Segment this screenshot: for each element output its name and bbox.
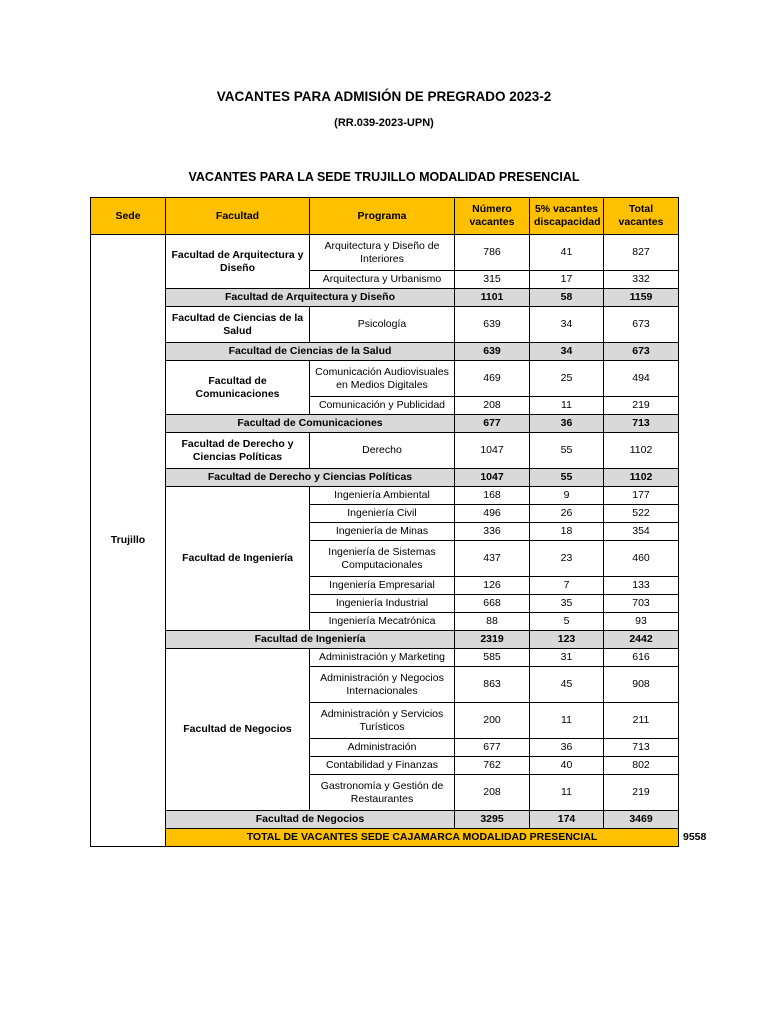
discapacidad-cell: 40 bbox=[530, 757, 604, 775]
vacantes-cell: 126 bbox=[455, 577, 530, 595]
header-vacantes-discapacidad: 5% vacantes discapacidad bbox=[530, 198, 604, 235]
discapacidad-cell: 45 bbox=[530, 667, 604, 703]
program-cell: Ingeniería Ambiental bbox=[310, 487, 455, 505]
program-cell: Derecho bbox=[310, 433, 455, 469]
total-cell: 93 bbox=[604, 613, 679, 631]
subtotal-discapacidad: 55 bbox=[530, 469, 604, 487]
faculty-cell: Facultad de Ciencias de la Salud bbox=[166, 307, 310, 343]
header-facultad: Facultad bbox=[166, 198, 310, 235]
vacantes-cell: 437 bbox=[455, 541, 530, 577]
vacantes-cell: 585 bbox=[455, 649, 530, 667]
discapacidad-cell: 26 bbox=[530, 505, 604, 523]
total-cell: 460 bbox=[604, 541, 679, 577]
total-cell: 133 bbox=[604, 577, 679, 595]
total-cell: 354 bbox=[604, 523, 679, 541]
vacantes-cell: 315 bbox=[455, 271, 530, 289]
program-cell: Ingeniería de Sistemas Computacionales bbox=[310, 541, 455, 577]
subtotal-label: Facultad de Comunicaciones bbox=[166, 415, 455, 433]
discapacidad-cell: 18 bbox=[530, 523, 604, 541]
discapacidad-cell: 11 bbox=[530, 397, 604, 415]
table-row bbox=[91, 487, 679, 505]
vacantes-cell: 88 bbox=[455, 613, 530, 631]
discapacidad-cell: 31 bbox=[530, 649, 604, 667]
discapacidad-cell: 5 bbox=[530, 613, 604, 631]
subtotal-discapacidad: 34 bbox=[530, 343, 604, 361]
subtotal-row bbox=[91, 811, 679, 829]
discapacidad-cell: 23 bbox=[530, 541, 604, 577]
total-cell: 219 bbox=[604, 775, 679, 811]
subtotal-row bbox=[91, 415, 679, 433]
table-row bbox=[91, 649, 679, 667]
program-cell: Contabilidad y Finanzas bbox=[310, 757, 455, 775]
grand-total-row: TOTAL DE VACANTES SEDE CAJAMARCA MODALIDAD PRESENCIAL 9558 bbox=[91, 829, 679, 847]
vacantes-cell: 469 bbox=[455, 361, 530, 397]
vacantes-cell: 208 bbox=[455, 397, 530, 415]
discapacidad-cell: 11 bbox=[530, 775, 604, 811]
subtotal-total: 1102 bbox=[604, 469, 679, 487]
subtotal-vacantes: 1101 bbox=[455, 289, 530, 307]
vacantes-cell: 208 bbox=[455, 775, 530, 811]
subtotal-total: 1159 bbox=[604, 289, 679, 307]
program-cell: Comunicación Audiovisuales en Medios Digitales bbox=[310, 361, 455, 397]
program-cell: Ingeniería Industrial bbox=[310, 595, 455, 613]
subtotal-vacantes: 3295 bbox=[455, 811, 530, 829]
subtotal-label: Facultad de Arquitectura y Diseño bbox=[166, 289, 455, 307]
total-cell: 908 bbox=[604, 667, 679, 703]
vacantes-cell: 168 bbox=[455, 487, 530, 505]
discapacidad-cell: 25 bbox=[530, 361, 604, 397]
discapacidad-cell: 9 bbox=[530, 487, 604, 505]
program-cell: Administración y Marketing bbox=[310, 649, 455, 667]
discapacidad-cell: 35 bbox=[530, 595, 604, 613]
faculty-cell: Facultad de Arquitectura y Diseño bbox=[166, 235, 310, 289]
subtotal-discapacidad: 58 bbox=[530, 289, 604, 307]
discapacidad-cell: 17 bbox=[530, 271, 604, 289]
total-cell: 802 bbox=[604, 757, 679, 775]
vacantes-cell: 762 bbox=[455, 757, 530, 775]
program-cell: Ingeniería Empresarial bbox=[310, 577, 455, 595]
header-numero-vacantes: Número vacantes bbox=[455, 198, 530, 235]
program-cell: Arquitectura y Diseño de Interiores bbox=[310, 235, 455, 271]
discapacidad-cell: 7 bbox=[530, 577, 604, 595]
subtotal-row bbox=[91, 343, 679, 361]
faculty-cell: Facultad de Derecho y Ciencias Políticas bbox=[166, 433, 310, 469]
total-cell: 177 bbox=[604, 487, 679, 505]
subtotal-label: Facultad de Ingeniería bbox=[166, 631, 455, 649]
subtotal-discapacidad: 36 bbox=[530, 415, 604, 433]
table-row bbox=[91, 307, 679, 343]
subtotal-label: Facultad de Derecho y Ciencias Políticas bbox=[166, 469, 455, 487]
table-subtitle: VACANTES PARA LA SEDE TRUJILLO MODALIDAD PRESENCIAL bbox=[188, 170, 580, 184]
subtotal-label: Facultad de Ciencias de la Salud bbox=[166, 343, 455, 361]
program-cell: Comunicación y Publicidad bbox=[310, 397, 455, 415]
table-row bbox=[91, 235, 679, 271]
header-row bbox=[91, 198, 679, 235]
subtotal-total: 2442 bbox=[604, 631, 679, 649]
total-cell: 673 bbox=[604, 307, 679, 343]
subtotal-label: Facultad de Negocios bbox=[166, 811, 455, 829]
subtotal-vacantes: 1047 bbox=[455, 469, 530, 487]
vacantes-cell: 200 bbox=[455, 703, 530, 739]
program-cell: Ingeniería Civil bbox=[310, 505, 455, 523]
subtotal-vacantes: 2319 bbox=[455, 631, 530, 649]
total-cell: 827 bbox=[604, 235, 679, 271]
subtotal-row bbox=[91, 289, 679, 307]
table-row bbox=[91, 361, 679, 397]
faculty-cell: Facultad de Comunicaciones bbox=[166, 361, 310, 415]
subtotal-vacantes: 639 bbox=[455, 343, 530, 361]
total-cell: 332 bbox=[604, 271, 679, 289]
faculty-cell: Facultad de Negocios bbox=[166, 649, 310, 811]
total-cell: 616 bbox=[604, 649, 679, 667]
program-cell: Administración y Servicios Turísticos bbox=[310, 703, 455, 739]
resolution-reference: (RR.039-2023-UPN) bbox=[334, 117, 434, 129]
program-cell: Administración y Negocios Internacionales bbox=[310, 667, 455, 703]
discapacidad-cell: 34 bbox=[530, 307, 604, 343]
subtotal-row bbox=[91, 631, 679, 649]
program-cell: Arquitectura y Urbanismo bbox=[310, 271, 455, 289]
program-cell: Gastronomía y Gestión de Restaurantes bbox=[310, 775, 455, 811]
subtotal-row bbox=[91, 469, 679, 487]
sede-cell: Trujillo bbox=[91, 235, 166, 847]
subtotal-vacantes: 677 bbox=[455, 415, 530, 433]
total-cell: 703 bbox=[604, 595, 679, 613]
header-programa: Programa bbox=[310, 198, 455, 235]
subtotal-total: 3469 bbox=[604, 811, 679, 829]
discapacidad-cell: 41 bbox=[530, 235, 604, 271]
vacantes-cell: 336 bbox=[455, 523, 530, 541]
vacantes-cell: 863 bbox=[455, 667, 530, 703]
grand-total-label: TOTAL DE VACANTES SEDE CAJAMARCA MODALIDAD PRESENCIAL bbox=[166, 829, 679, 847]
header-total-vacantes: Total vacantes bbox=[604, 198, 679, 235]
total-cell: 211 bbox=[604, 703, 679, 739]
vacancies-table bbox=[90, 197, 707, 847]
subtotal-total: 673 bbox=[604, 343, 679, 361]
vacantes-cell: 1047 bbox=[455, 433, 530, 469]
program-cell: Administración bbox=[310, 739, 455, 757]
total-cell: 494 bbox=[604, 361, 679, 397]
total-cell: 219 bbox=[604, 397, 679, 415]
vacantes-cell: 639 bbox=[455, 307, 530, 343]
subtotal-discapacidad: 123 bbox=[530, 631, 604, 649]
discapacidad-cell: 36 bbox=[530, 739, 604, 757]
total-cell: 1102 bbox=[604, 433, 679, 469]
subtotal-discapacidad: 174 bbox=[530, 811, 604, 829]
total-cell: 522 bbox=[604, 505, 679, 523]
faculty-cell: Facultad de Ingeniería bbox=[166, 487, 310, 631]
header-sede: Sede bbox=[91, 198, 166, 235]
document-title: VACANTES PARA ADMISIÓN DE PREGRADO 2023-2 bbox=[216, 89, 552, 104]
vacantes-cell: 786 bbox=[455, 235, 530, 271]
subtotal-total: 713 bbox=[604, 415, 679, 433]
vacantes-cell: 496 bbox=[455, 505, 530, 523]
total-cell: 713 bbox=[604, 739, 679, 757]
program-cell: Ingeniería Mecatrónica bbox=[310, 613, 455, 631]
discapacidad-cell: 11 bbox=[530, 703, 604, 739]
vacantes-cell: 668 bbox=[455, 595, 530, 613]
table-row bbox=[91, 433, 679, 469]
program-cell: Psicología bbox=[310, 307, 455, 343]
discapacidad-cell: 55 bbox=[530, 433, 604, 469]
program-cell: Ingeniería de Minas bbox=[310, 523, 455, 541]
vacantes-cell: 677 bbox=[455, 739, 530, 757]
